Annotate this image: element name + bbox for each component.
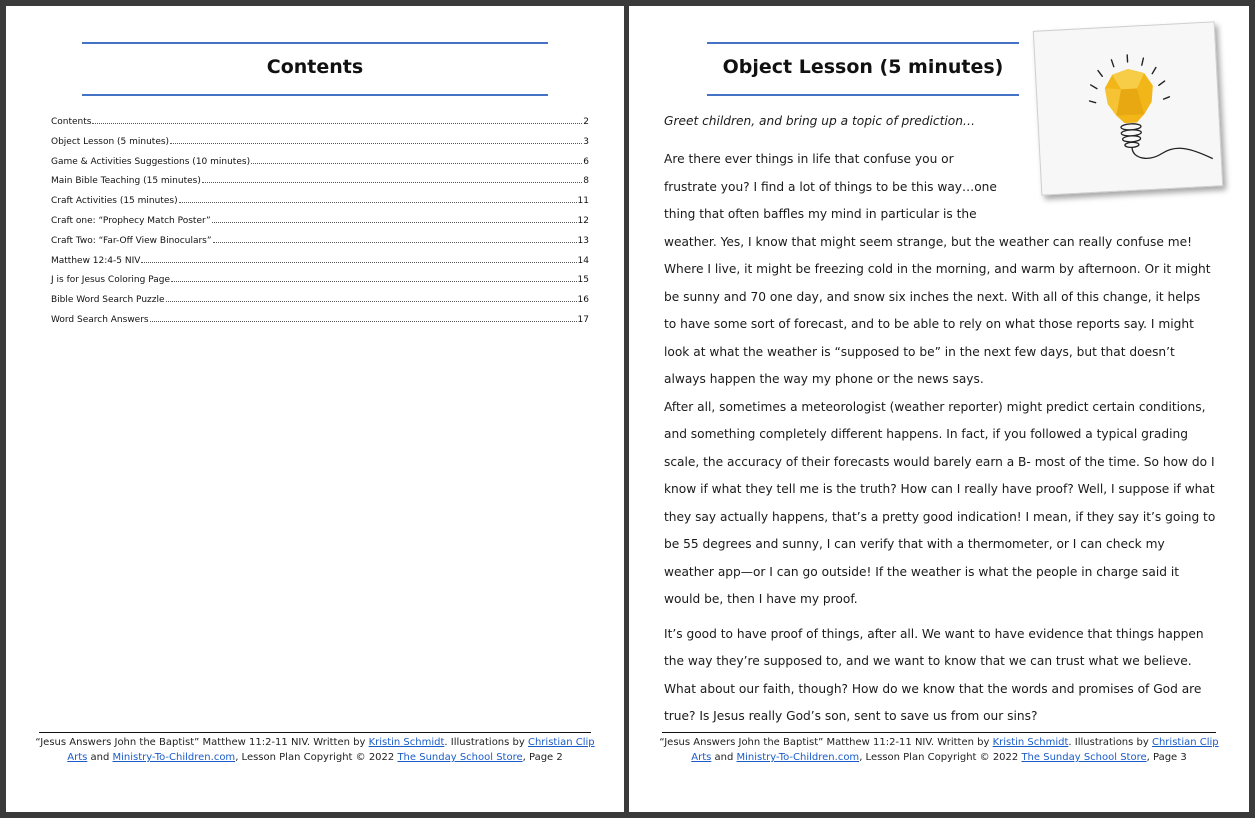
toc-entry-page: 16 — [577, 295, 589, 306]
store-link[interactable]: The Sunday School Store — [397, 752, 523, 763]
toc-entry[interactable] — [51, 255, 589, 275]
toc-dot-leader — [141, 255, 576, 263]
toc-entry-page: 6 — [583, 156, 589, 167]
footer-rule — [39, 732, 591, 733]
toc-entry-page: 3 — [583, 136, 589, 147]
lesson-body — [664, 146, 1216, 731]
toc-entry-label: Bible Word Search Puzzle — [51, 295, 165, 306]
ministry-link[interactable]: Ministry-To-Children.com — [736, 752, 860, 763]
title-rule-top — [707, 42, 1019, 44]
toc-dot-leader — [251, 156, 582, 164]
toc-dot-leader — [202, 175, 582, 183]
title-rule-top — [82, 42, 548, 44]
toc-entry-label: Craft Activities (15 minutes) — [51, 196, 178, 207]
toc-entry[interactable] — [51, 215, 589, 235]
footer-rule — [662, 732, 1216, 733]
toc-entry[interactable] — [51, 314, 589, 334]
toc-entry-page: 17 — [577, 314, 589, 325]
page-title: Contents — [266, 56, 364, 78]
footer-copyright: , Lesson Plan Copyright © 2022 — [235, 752, 398, 763]
toc-entry-label: Matthew 12:4-5 NIV — [51, 255, 141, 266]
intro-text: Greet children, and bring up a topic of prediction… — [664, 114, 976, 128]
toc-dot-leader — [150, 314, 577, 322]
footer — [34, 735, 596, 765]
author-link[interactable]: Kristin Schmidt — [368, 737, 445, 748]
toc-entry-label: Craft one: “Prophecy Match Poster” — [51, 215, 211, 226]
paragraph-3: It’s good to have proof of things, after all. We want to have evidence that things happen the way they’re supposed to, and we want to know that we can trust what we believe. What about our faith, though? How do we know that the words and promises of God are true? Is Jesus really God’s son, sent to save us from our sins? — [664, 626, 1204, 723]
footer-sep: , — [1146, 752, 1153, 763]
page-number: Page 3 — [1153, 752, 1187, 763]
table-of-contents — [51, 116, 589, 334]
author-link[interactable]: Kristin Schmidt — [992, 737, 1069, 748]
footer-sep: , — [522, 752, 529, 763]
page-title: Object Lesson (5 minutes) — [722, 56, 1004, 78]
footer-copyright: , Lesson Plan Copyright © 2022 — [859, 752, 1022, 763]
title-rule-bottom — [82, 94, 548, 96]
footer-prefix: “Jesus Answers John the Baptist” Matthew 11:2-11 NIV. Written by — [35, 737, 369, 748]
toc-entry-page: 14 — [577, 255, 589, 266]
store-link[interactable]: The Sunday School Store — [1021, 752, 1147, 763]
toc-dot-leader — [171, 274, 577, 282]
toc-dot-leader — [166, 294, 577, 302]
paragraph-1: Are there ever things in life that confuse you or frustrate you? I find a lot of things to be this way…one thing that often baffles my mind in particular is the weather. Yes, I know that might seem strange, but the weather can really confuse me! Where I live, it might be freezing cold in the morning, and warm by afternoon. Or it might be sunny and 70 one day, and snow six inches the next. With all of this change, it helps to have some sort of forecast, and to be able to rely on what those reports say. I might look at what the weather is “supposed to be” in the next few days, but that doesn’t always happen the way my phone or the news says. — [664, 152, 1211, 386]
page-number: Page 2 — [529, 752, 563, 763]
footer — [657, 735, 1221, 765]
toc-entry[interactable] — [51, 294, 589, 314]
footer-and: and — [711, 752, 737, 763]
title-rule-bottom — [707, 94, 1019, 96]
toc-entry-page: 15 — [577, 275, 589, 286]
toc-dot-leader — [92, 116, 582, 124]
footer-prefix: “Jesus Answers John the Baptist” Matthew 11:2-11 NIV. Written by — [659, 737, 993, 748]
clip-arts-link[interactable]: Christian Clip Arts — [67, 737, 595, 763]
toc-dot-leader — [179, 195, 577, 203]
toc-dot-leader — [170, 136, 582, 144]
toc-entry-label: Contents — [51, 117, 92, 127]
image-wrap-spacer — [1002, 146, 1216, 228]
page-right — [629, 6, 1249, 812]
toc-entry[interactable] — [51, 195, 589, 215]
toc-entry-page: 2 — [583, 117, 589, 127]
toc-dot-leader — [213, 235, 577, 243]
toc-entry[interactable] — [51, 116, 589, 136]
toc-entry-label: Main Bible Teaching (15 minutes) — [51, 176, 201, 187]
toc-entry[interactable] — [51, 156, 589, 176]
toc-dot-leader — [212, 215, 577, 223]
toc-entry-page: 13 — [577, 235, 589, 246]
page-left — [6, 6, 624, 812]
toc-entry-label: Craft Two: “Far-Off View Binoculars” — [51, 235, 212, 246]
toc-entry-label: J is for Jesus Coloring Page — [51, 275, 170, 286]
footer-illus-text: . Illustrations by — [1068, 737, 1152, 748]
toc-entry-page: 12 — [577, 215, 589, 226]
ministry-link[interactable]: Ministry-To-Children.com — [112, 752, 236, 763]
toc-entry-page: 8 — [583, 176, 589, 187]
footer-and: and — [87, 752, 113, 763]
toc-entry[interactable] — [51, 136, 589, 156]
clip-arts-link[interactable]: Christian Clip Arts — [691, 737, 1219, 763]
toc-entry-label: Game & Activities Suggestions (10 minutes) — [51, 156, 251, 167]
toc-entry-label: Object Lesson (5 minutes) — [51, 136, 170, 147]
toc-entry[interactable] — [51, 274, 589, 294]
toc-entry[interactable] — [51, 175, 589, 195]
toc-entry[interactable] — [51, 235, 589, 255]
toc-entry-page: 11 — [577, 196, 589, 207]
paragraph-2: After all, sometimes a meteorologist (weather reporter) might predict certain conditions, and something completely different happens. In fact, if you followed a typical grading scale, the accuracy of their forecasts would barely earn a B- most of the time. So how do I know if what they tell me is the truth? How can I really have proof? Well, I suppose if what they say actually happens, that’s a pretty good indication! I mean, if they say it’s going to be 55 degrees and sunny, I can verify that with a thermometer, or I can check my weather app—or I can go outside! If the weather is what the people in charge said it would be, then I have my proof. — [664, 399, 1216, 606]
footer-illus-text: . Illustrations by — [444, 737, 528, 748]
toc-entry-label: Word Search Answers — [51, 314, 149, 325]
